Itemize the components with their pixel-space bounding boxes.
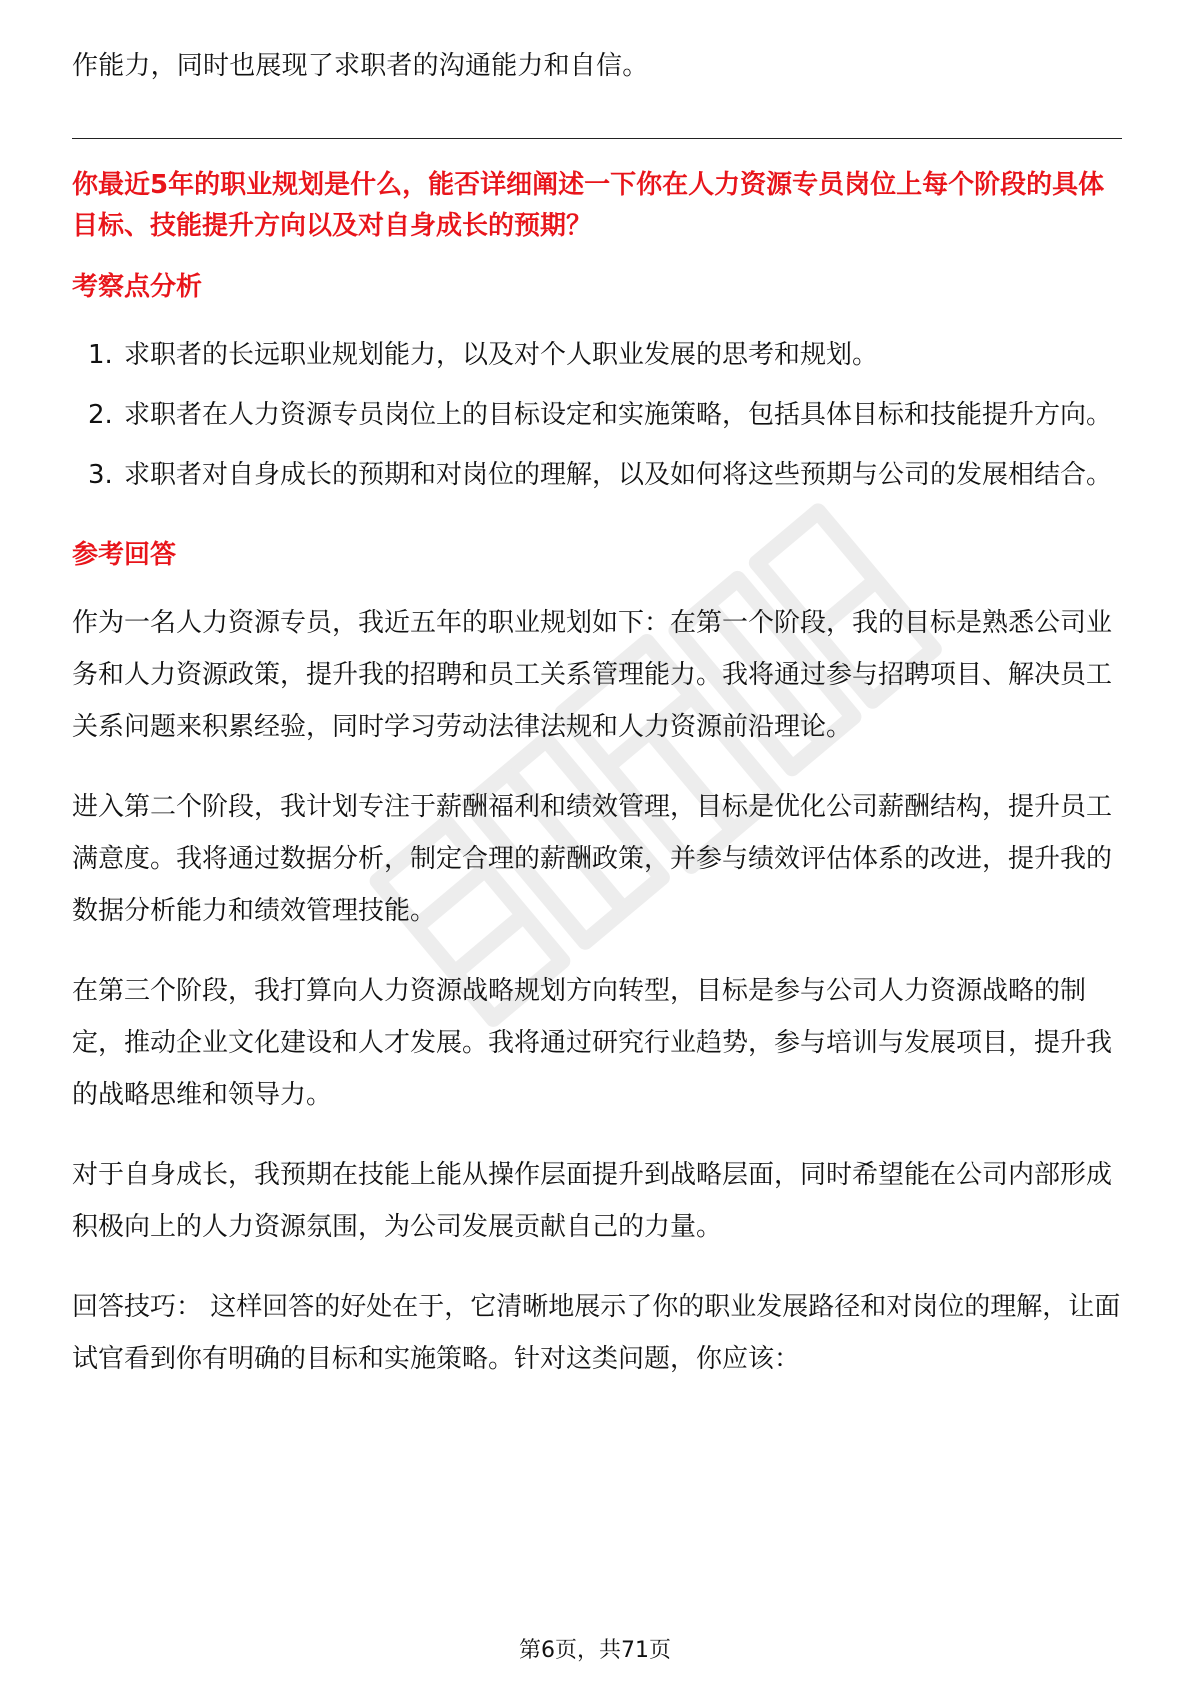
answer-paragraph: 对于自身成长，我预期在技能上能从操作层面提升到战略层面，同时希望能在公司内部形成积极向上的人力资源氛围，为公司发展贡献自己的力量。 (72, 1160, 1113, 1242)
section-divider (72, 138, 1122, 139)
interview-question: 你最近5年的职业规划是什么，能否详细阐述一下你在人力资源专员岗位上每个阶段的具体目标、技能提升方向以及对自身成长的预期？ (72, 170, 1105, 241)
list-item-text: 求职者的长远职业规划能力，以及对个人职业发展的思考和规划。 (124, 340, 879, 370)
answer-paragraph: 作为一名人力资源专员，我近五年的职业规划如下：在第一个阶段，我的目标是熟悉公司业务和人力资源政策，提升我的招聘和员工关系管理能力。我将通过参与招聘项目、解决员工关系问题来积累经验，同时学习劳动法律法规和人力资源前沿理论。 (72, 608, 1113, 742)
document-body (72, 40, 1122, 1413)
answer-tips-paragraph: 回答技巧： 这样回答的好处在于，它清晰地展示了你的职业发展路径和对岗位的理解，让面试官看到你有明确的目标和实施策略。针对这类问题，你应该： (72, 1292, 1121, 1374)
list-item-text: 求职者对自身成长的预期和对岗位的理解，以及如何将这些预期与公司的发展相结合。 (124, 460, 1113, 490)
list-item (72, 389, 1122, 441)
previous-page-fragment: 作能力，同时也展现了求职者的沟通能力和自信。 (72, 51, 649, 81)
answer-paragraph: 进入第二个阶段，我计划专注于薪酬福利和绩效管理，目标是优化公司薪酬结构，提升员工满意度。我将通过数据分析，制定合理的薪酬政策，并参与绩效评估体系的改进，提升我的数据分析能力和绩效管理技能。 (72, 792, 1113, 926)
list-item (72, 449, 1122, 501)
analysis-list (72, 329, 1122, 501)
page-number-footer: 第6页，共71页 (519, 1638, 671, 1663)
list-item-number: 1. (88, 340, 113, 370)
list-item-number: 3. (88, 460, 113, 490)
list-item-number: 2. (88, 400, 113, 430)
list-item-text: 求职者在人力资源专员岗位上的目标设定和实施策略，包括具体目标和技能提升方向。 (124, 400, 1113, 430)
answer-paragraph: 在第三个阶段，我打算向人力资源战略规划方向转型，目标是参与公司人力资源战略的制定，推动企业文化建设和人才发展。我将通过研究行业趋势，参与培训与发展项目，提升我的战略思维和领导力。 (72, 976, 1113, 1110)
analysis-title: 考察点分析 (72, 272, 203, 302)
answer-title: 参考回答 (72, 540, 177, 570)
list-item (72, 329, 1122, 381)
